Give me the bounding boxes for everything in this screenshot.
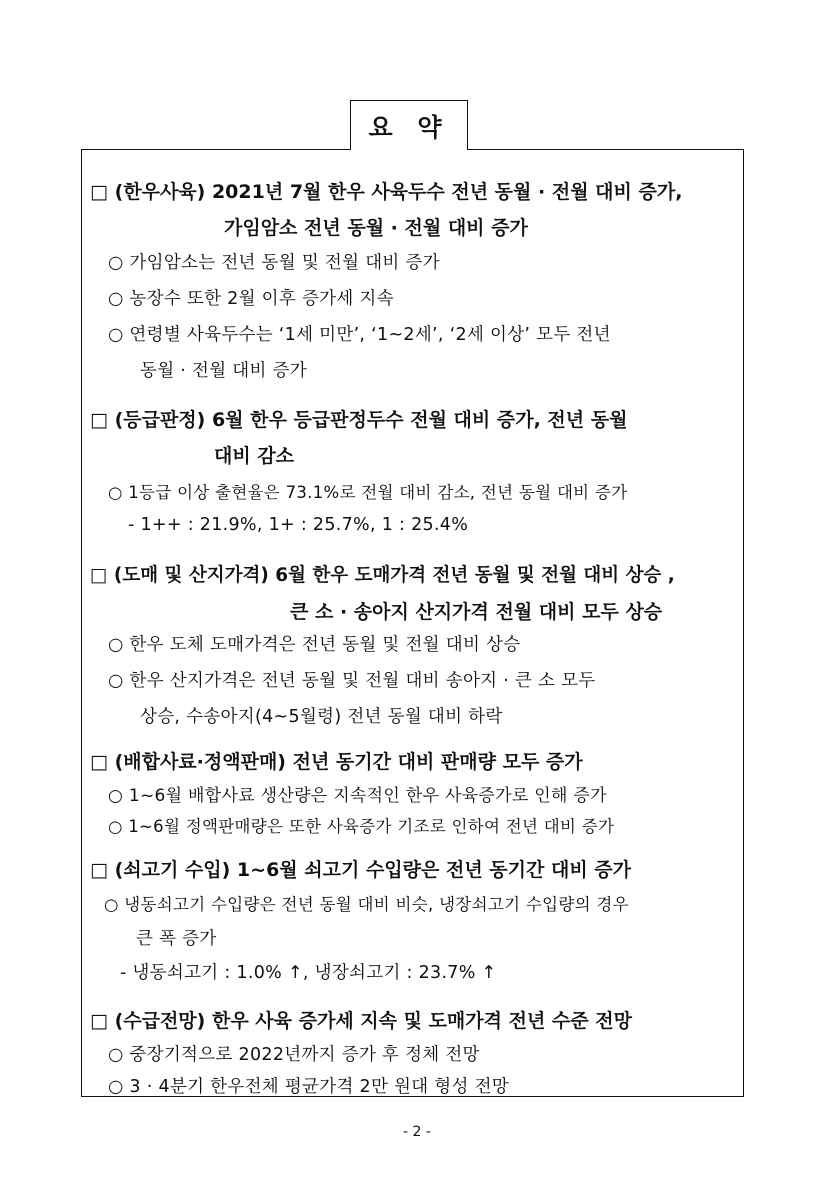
- section-heading-cont: 가임암소 전년 동월 · 전월 대비 증가: [224, 217, 528, 239]
- list-item: ○ 한우 도체 도매가격은 전년 동월 및 전월 대비 상승: [108, 635, 521, 655]
- section-heading: □ (등급판정) 6월 한우 등급판정두수 전월 대비 증가, 전년 동월: [90, 409, 628, 431]
- section-heading-cont: 대비 감소: [214, 445, 295, 467]
- list-item: ○ 가임암소는 전년 동월 및 전월 대비 증가: [108, 253, 440, 273]
- section-heading-cont: 큰 소 · 송아지 산지가격 전월 대비 모두 상승: [290, 601, 663, 623]
- list-item: ○ 1~6월 정액판매량은 또한 사육증가 기조로 인하여 전년 대비 증가: [108, 817, 615, 836]
- page-number: - 2 -: [403, 1124, 431, 1140]
- list-item: ○ 3 · 4분기 한우전체 평균가격 2만 원대 형성 전망: [108, 1077, 509, 1097]
- list-item: ○ 1~6월 배합사료 생산량은 지속적인 한우 사육증가로 인해 증가: [108, 786, 607, 806]
- section-heading: □ (한우사육) 2021년 7월 한우 사육두수 전년 동월 · 전월 대비 증가,: [90, 181, 683, 203]
- list-item-cont: 상승, 수송아지(4~5월령) 전년 동월 대비 하락: [140, 707, 503, 727]
- list-item: ○ 농장수 또한 2월 이후 증가세 지속: [108, 289, 394, 309]
- summary-title: 요 약: [350, 100, 468, 150]
- section-heading: □ (배합사료·정액판매) 전년 동기간 대비 판매량 모두 증가: [90, 751, 583, 773]
- list-item-cont: 큰 폭 증가: [136, 929, 217, 949]
- section-heading: □ (수급전망) 한우 사육 증가세 지속 및 도매가격 전년 수준 전망: [90, 1010, 632, 1032]
- list-item: ○ 연령별 사육두수는 ‘1세 미만’, ‘1~2세’, ‘2세 이상’ 모두 전년: [108, 325, 611, 345]
- list-item: ○ 냉동쇠고기 수입량은 전년 동월 대비 비슷, 냉장쇠고기 수입량의 경우: [104, 895, 629, 914]
- list-item-cont: 동월 · 전월 대비 증가: [140, 361, 307, 381]
- list-item: ○ 중장기적으로 2022년까지 증가 후 정체 전망: [108, 1045, 480, 1065]
- section-heading: □ (도매 및 산지가격) 6월 한우 도매가격 전년 동월 및 전월 대비 상승 ,: [90, 565, 675, 586]
- list-item: ○ 1등급 이상 출현율은 73.1%로 전월 대비 감소, 전년 동월 대비 증가: [108, 483, 628, 502]
- list-item: ○ 한우 산지가격은 전년 동월 및 전월 대비 송아지 · 큰 소 모두: [108, 671, 596, 691]
- list-item-detail: - 냉동쇠고기 : 1.0% ↑, 냉장쇠고기 : 23.7% ↑: [120, 963, 497, 983]
- list-item-detail: - 1++ : 21.9%, 1+ : 25.7%, 1 : 25.4%: [128, 515, 469, 535]
- section-heading: □ (쇠고기 수입) 1~6월 쇠고기 수입량은 전년 동기간 대비 증가: [90, 859, 632, 881]
